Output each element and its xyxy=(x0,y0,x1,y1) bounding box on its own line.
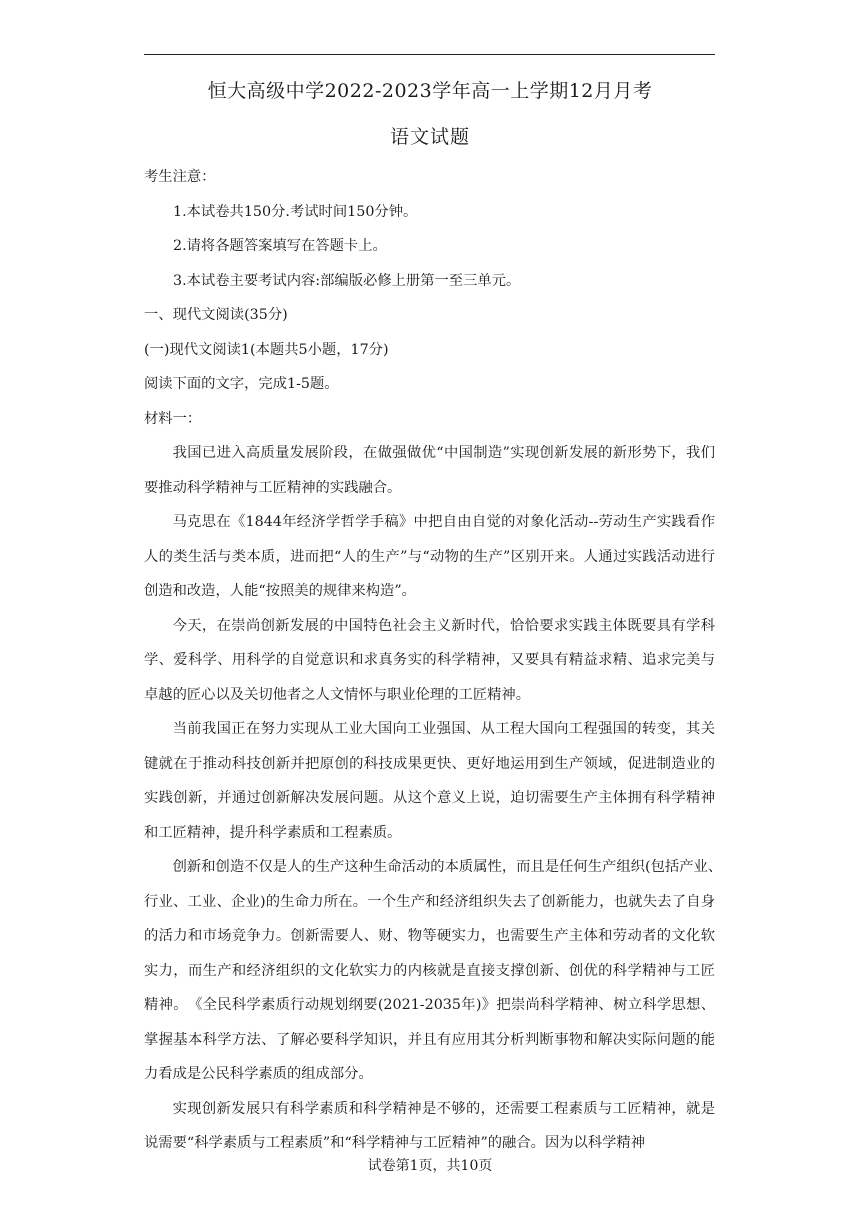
exam-subtitle: 语文试题 xyxy=(389,126,470,148)
section-heading: 一、现代文阅读(35分) xyxy=(144,307,288,323)
document-body xyxy=(144,160,730,1161)
paragraph: 创新和创造不仅是人的生产这种生命活动的本质属性，而且是任何生产组织(包括产业、 行业、工业、企业)的生命力所在。一个生产和经济组织失去了创新能力，也就失去了自身的活力和市场竞争力。创新需要人、财、物等硬实力，也需要生产主体和劳动者的文化软实力，而生产和经济组织的文化软实力的内核就是直接支撑创新、创优的科学精神与工匠精神。 《全民科学素质行动规划纲要(2021-2035年)》把崇尚科学精神、树立科学思想、掌握基本科学方法、了解必要科学知识，并且有应用其分析判断事物和解决实际问题的能力看成是公民科学素质的组成部分。 xyxy=(144,859,730,1082)
paragraph: 当前我国正在努力实现从工业大国向工业强国、从工程大国向工程强国的转变，其关键就在于推动科技创新并把原创的科技成果更快、更好地运用到生产领域，促进制造业的实践创新，并通过创新解决发展问题。从这个意义上说，迫切需要生产主体拥有科学精神和工匠精神，提升科学素质和工程素质。 xyxy=(144,721,715,841)
exam-title: 恒大高级中学2022-2023学年高一上学期12月月考 xyxy=(207,80,653,102)
section-subheading: (一)现代文阅读1(本题共5小题，17分) xyxy=(144,341,389,358)
header-rule xyxy=(144,54,715,55)
notice-heading: 考生注意： xyxy=(144,169,216,185)
reading-instruction: 阅读下面的文字，完成1-5题。 xyxy=(144,376,339,392)
paragraph: 马克思在《1844年经济学哲学手稿》中把自由自觉的对象化活动--劳动生产实践看作人的类生活与类本质，进而把“人的生产”与“动物的生产”区别开来。人通过实践活动进行创造和改造，人能“按照美的规律来构造”。 xyxy=(144,514,715,599)
material-label: 材料一： xyxy=(144,410,202,427)
paragraph: 今天，在崇尚创新发展的中国特色社会主义新时代，恰恰要求实践主体既要具有学科学、爱科学、用科学的自觉意识和求真务实的科学精神，又要具有精益求精、追求完美与卓越的匠心以及关切他者之人文情怀与职业伦理的工匠精神。 xyxy=(144,617,715,703)
paragraph: 实现创新发展只有科学素质和科学精神是不够的，还需要工程素质与工匠精神，就是说需要“科学素质与工程素质”和“科学精神与工匠精神”的融合。因为以科学精神 xyxy=(144,1100,715,1151)
notice-item: 1.本试卷共150分.考试时间150分钟。 xyxy=(173,203,418,220)
notice-item: 3.本试卷主要考试内容:部编版必修上册第一至三单元。 xyxy=(173,272,521,289)
page-footer: 试卷第1页，共10页 xyxy=(367,1158,493,1174)
notice-item: 2.请将各题答案填写在答题卡上。 xyxy=(173,238,387,254)
paragraph: 我国已进入高质量发展阶段，在做强做优“中国制造”实现创新发展的新形势下，我们要推动科学精神与工匠精神的实践融合。 xyxy=(144,445,715,496)
